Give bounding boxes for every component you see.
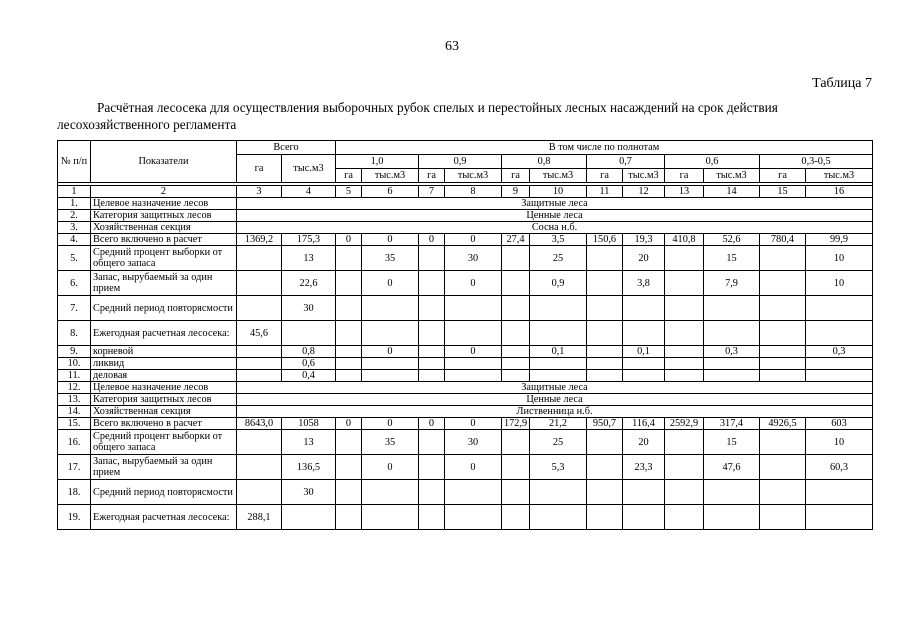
header-total: Всего [237, 141, 336, 155]
table-row [58, 222, 873, 234]
cell-value: 1058 [282, 418, 336, 430]
cell-value [282, 321, 336, 346]
unit-ha: га [665, 169, 704, 183]
cell-value [445, 370, 502, 382]
column-number: 4 [282, 186, 336, 198]
cell-value: 603 [806, 418, 873, 430]
column-number: 7 [419, 186, 445, 198]
cell-value: 0 [419, 418, 445, 430]
column-number: 10 [530, 186, 587, 198]
cell-value [419, 246, 445, 271]
cell-value [419, 430, 445, 455]
cell-value [502, 480, 530, 505]
row-number: 1. [58, 198, 91, 210]
table-row [58, 358, 873, 370]
row-number: 3. [58, 222, 91, 234]
row-label: Ежегодная расчетная лесосека: [91, 505, 237, 530]
cell-value: 7,9 [704, 271, 760, 296]
row-label: корневой [91, 346, 237, 358]
cell-value [587, 455, 623, 480]
row-label: Запас, вырубаемый за один прием [91, 455, 237, 480]
cell-value: 0 [362, 271, 419, 296]
row-number: 16. [58, 430, 91, 455]
cell-value [336, 370, 362, 382]
cell-value [237, 358, 282, 370]
column-number: 5 [336, 186, 362, 198]
column-number: 3 [237, 186, 282, 198]
cell-value [665, 296, 704, 321]
cell-value: 0 [445, 418, 502, 430]
row-number: 12. [58, 382, 91, 394]
cell-value [336, 358, 362, 370]
column-number: 2 [91, 186, 237, 198]
cell-value [336, 296, 362, 321]
row-label: Категория защитных лесов [91, 210, 237, 222]
cell-value [530, 296, 587, 321]
cell-value [502, 321, 530, 346]
cell-value: 19,3 [623, 234, 665, 246]
row-number: 2. [58, 210, 91, 222]
cell-value [760, 346, 806, 358]
cell-value [445, 505, 502, 530]
row-label: Категория защитных лесов [91, 394, 237, 406]
cell-value: 0,9 [530, 271, 587, 296]
cell-value: 4926,5 [760, 418, 806, 430]
cell-value [704, 321, 760, 346]
row-span-value: Лиственница н.б. [237, 406, 873, 418]
cell-value: 30 [445, 246, 502, 271]
cell-value [587, 346, 623, 358]
cell-value: 23,3 [623, 455, 665, 480]
cell-value: 780,4 [760, 234, 806, 246]
cell-value [336, 321, 362, 346]
table-row [58, 210, 873, 222]
cell-value [419, 505, 445, 530]
column-number: 16 [806, 186, 873, 198]
cell-value: 15 [704, 430, 760, 455]
cell-value [623, 480, 665, 505]
cell-value [530, 505, 587, 530]
cell-value: 35 [362, 430, 419, 455]
cell-value [362, 480, 419, 505]
cell-value [760, 321, 806, 346]
cell-value [502, 246, 530, 271]
cell-value: 317,4 [704, 418, 760, 430]
cell-value [704, 480, 760, 505]
cell-value [237, 346, 282, 358]
cell-value [760, 430, 806, 455]
row-label: Всего включено в расчет [91, 234, 237, 246]
cell-value [665, 505, 704, 530]
cell-value [530, 358, 587, 370]
cell-value [502, 430, 530, 455]
row-number: 17. [58, 455, 91, 480]
cell-value [445, 358, 502, 370]
cell-value [237, 480, 282, 505]
column-number: 6 [362, 186, 419, 198]
cell-value: 0,6 [282, 358, 336, 370]
cell-value: 60,3 [806, 455, 873, 480]
unit-ha: га [587, 169, 623, 183]
cell-value: 136,5 [282, 455, 336, 480]
cell-value [419, 358, 445, 370]
cell-value: 0 [362, 346, 419, 358]
cell-value [336, 430, 362, 455]
cell-value: 47,6 [704, 455, 760, 480]
cell-value: 45,6 [237, 321, 282, 346]
cell-value [665, 358, 704, 370]
cell-value [806, 505, 873, 530]
cell-value: 30 [445, 430, 502, 455]
column-number: 13 [665, 186, 704, 198]
cell-value [806, 358, 873, 370]
cell-value [237, 246, 282, 271]
cell-value [419, 455, 445, 480]
row-label: ликвид [91, 358, 237, 370]
row-number: 14. [58, 406, 91, 418]
cell-value [502, 358, 530, 370]
cell-value: 116,4 [623, 418, 665, 430]
row-number: 18. [58, 480, 91, 505]
row-label: Всего включено в расчет [91, 418, 237, 430]
row-number: 7. [58, 296, 91, 321]
cell-value: 25 [530, 246, 587, 271]
column-number: 11 [587, 186, 623, 198]
cell-value [530, 480, 587, 505]
cell-value [665, 480, 704, 505]
cell-value: 0,1 [623, 346, 665, 358]
cell-value: 8643,0 [237, 418, 282, 430]
cell-value: 0,8 [282, 346, 336, 358]
row-number: 6. [58, 271, 91, 296]
table-row [58, 246, 873, 271]
column-number: 1 [58, 186, 91, 198]
cell-value [665, 346, 704, 358]
cell-value: 10 [806, 271, 873, 296]
cell-value [419, 370, 445, 382]
cell-value [419, 321, 445, 346]
cell-value [445, 321, 502, 346]
cell-value [336, 505, 362, 530]
cell-value [362, 370, 419, 382]
table-row [58, 406, 873, 418]
cell-value: 0 [445, 234, 502, 246]
cell-value: 0 [445, 271, 502, 296]
cell-value [760, 505, 806, 530]
row-span-value: Ценные леса [237, 394, 873, 406]
cell-value [362, 358, 419, 370]
cell-value: 30 [282, 480, 336, 505]
cell-value [587, 480, 623, 505]
table-row [58, 394, 873, 406]
cell-value: 20 [623, 246, 665, 271]
row-number: 11. [58, 370, 91, 382]
column-number: 14 [704, 186, 760, 198]
table-row [58, 430, 873, 455]
table-row [58, 418, 873, 430]
cell-value [336, 246, 362, 271]
page-number: 63 [445, 39, 459, 54]
cell-value [760, 455, 806, 480]
row-span-value: Сосна н.б. [237, 222, 873, 234]
column-number: 15 [760, 186, 806, 198]
table-row [58, 455, 873, 480]
cell-value [336, 455, 362, 480]
header-total-ha: га [237, 155, 282, 183]
row-number: 5. [58, 246, 91, 271]
cell-value [665, 430, 704, 455]
cell-value [665, 321, 704, 346]
row-label: Средний период повторясмости [91, 480, 237, 505]
cell-value [587, 505, 623, 530]
header-row-1 [58, 141, 873, 155]
cell-value: 0 [419, 234, 445, 246]
row-number: 15. [58, 418, 91, 430]
cell-value: 0 [445, 455, 502, 480]
cell-value [336, 480, 362, 505]
row-number: 9. [58, 346, 91, 358]
header-indicators: Показатели [91, 141, 237, 183]
density-4: 0,7 [587, 155, 665, 169]
cell-value [587, 271, 623, 296]
table-row [58, 271, 873, 296]
header-incl: В том числе по полнотам [336, 141, 873, 155]
cell-value [530, 321, 587, 346]
cell-value [587, 321, 623, 346]
cell-value [704, 296, 760, 321]
cell-value: 0 [445, 346, 502, 358]
cell-value: 3,5 [530, 234, 587, 246]
column-number: 8 [445, 186, 502, 198]
cell-value [623, 505, 665, 530]
unit-ha: га [502, 169, 530, 183]
table-row [58, 198, 873, 210]
cell-value [665, 370, 704, 382]
cell-value: 13 [282, 246, 336, 271]
cell-value: 0 [336, 234, 362, 246]
cell-value [362, 296, 419, 321]
cell-value: 950,7 [587, 418, 623, 430]
cell-value [623, 321, 665, 346]
cell-value: 0 [336, 418, 362, 430]
cell-value [587, 358, 623, 370]
cell-value: 0,1 [530, 346, 587, 358]
cell-value [237, 296, 282, 321]
density-6: 0,3-0,5 [760, 155, 873, 169]
cell-value [502, 455, 530, 480]
table-row [58, 382, 873, 394]
cell-value [760, 271, 806, 296]
cell-value [419, 296, 445, 321]
unit-ha: га [760, 169, 806, 183]
density-2: 0,9 [419, 155, 502, 169]
cell-value [623, 358, 665, 370]
cell-value [237, 430, 282, 455]
felling-table [57, 140, 873, 530]
cell-value [419, 480, 445, 505]
row-label: Целевое назначение лесов [91, 198, 237, 210]
cell-value: 2592,9 [665, 418, 704, 430]
cell-value: 10 [806, 246, 873, 271]
row-span-value: Ценные леса [237, 210, 873, 222]
row-label: Хозяйственная секция [91, 406, 237, 418]
table-row [58, 234, 873, 246]
cell-value [237, 455, 282, 480]
cell-value: 21,2 [530, 418, 587, 430]
unit-tm3: тыс.м3 [704, 169, 760, 183]
cell-value [362, 505, 419, 530]
cell-value: 13 [282, 430, 336, 455]
cell-value: 22,6 [282, 271, 336, 296]
unit-ha: га [336, 169, 362, 183]
cell-value [445, 480, 502, 505]
header-total-tm3: тыс.м3 [282, 155, 336, 183]
row-label: деловая [91, 370, 237, 382]
cell-value: 15 [704, 246, 760, 271]
unit-ha: га [419, 169, 445, 183]
cell-value: 3,8 [623, 271, 665, 296]
unit-tm3: тыс.м3 [362, 169, 419, 183]
row-number: 13. [58, 394, 91, 406]
cell-value [760, 370, 806, 382]
cell-value [502, 346, 530, 358]
row-label: Средний процент выборки от общего запаса [91, 246, 237, 271]
cell-value [587, 296, 623, 321]
cell-value: 410,8 [665, 234, 704, 246]
row-label: Средний период повторясмости [91, 296, 237, 321]
cell-value [704, 505, 760, 530]
column-number: 12 [623, 186, 665, 198]
row-number: 4. [58, 234, 91, 246]
cell-value: 172,9 [502, 418, 530, 430]
cell-value: 0 [362, 234, 419, 246]
header-num: № п/п [58, 141, 91, 183]
cell-value [502, 370, 530, 382]
table-label: Таблица 7 [812, 76, 872, 91]
cell-value [623, 370, 665, 382]
cell-value: 25 [530, 430, 587, 455]
cell-value [336, 346, 362, 358]
cell-value [282, 505, 336, 530]
cell-value: 30 [282, 296, 336, 321]
cell-value [806, 296, 873, 321]
table-row [58, 370, 873, 382]
row-label: Ежегодная расчетная лесосека: [91, 321, 237, 346]
row-label: Хозяйственная секция [91, 222, 237, 234]
row-number: 10. [58, 358, 91, 370]
cell-value [530, 370, 587, 382]
cell-value: 52,6 [704, 234, 760, 246]
cell-value [806, 480, 873, 505]
cell-value [760, 480, 806, 505]
cell-value: 0,3 [704, 346, 760, 358]
unit-tm3: тыс.м3 [530, 169, 587, 183]
table-row [58, 346, 873, 358]
cell-value: 0 [362, 418, 419, 430]
cell-value: 175,3 [282, 234, 336, 246]
cell-value [362, 321, 419, 346]
cell-value [665, 455, 704, 480]
cell-value [336, 271, 362, 296]
cell-value [760, 358, 806, 370]
column-number: 9 [502, 186, 530, 198]
cell-value: 150,6 [587, 234, 623, 246]
row-span-value: Защитные леса [237, 382, 873, 394]
cell-value [587, 246, 623, 271]
table-caption: Расчётная лесосека для осуществления выборочных рубок спелых и перестойных лесных насаждений на срок действия лесохозяйственного регламента [57, 100, 778, 132]
cell-value [760, 246, 806, 271]
density-1: 1,0 [336, 155, 419, 169]
row-number: 8. [58, 321, 91, 346]
cell-value [237, 271, 282, 296]
unit-tm3: тыс.м3 [806, 169, 873, 183]
column-number-row [58, 186, 873, 198]
cell-value: 0,3 [806, 346, 873, 358]
cell-value: 288,1 [237, 505, 282, 530]
cell-value: 99,9 [806, 234, 873, 246]
cell-value: 0,4 [282, 370, 336, 382]
table-row [58, 480, 873, 505]
cell-value: 0 [362, 455, 419, 480]
table-row [58, 505, 873, 530]
cell-value [704, 358, 760, 370]
row-span-value: Защитные леса [237, 198, 873, 210]
cell-value: 5,3 [530, 455, 587, 480]
unit-tm3: тыс.м3 [445, 169, 502, 183]
cell-value [502, 271, 530, 296]
density-3: 0,8 [502, 155, 587, 169]
table-row [58, 321, 873, 346]
row-label: Запас, вырубаемый за один прием [91, 271, 237, 296]
cell-value [587, 370, 623, 382]
cell-value [237, 370, 282, 382]
row-label: Целевое назначение лесов [91, 382, 237, 394]
density-5: 0,6 [665, 155, 760, 169]
cell-value [445, 296, 502, 321]
cell-value: 27,4 [502, 234, 530, 246]
table-row [58, 296, 873, 321]
cell-value [419, 346, 445, 358]
cell-value [587, 430, 623, 455]
cell-value: 10 [806, 430, 873, 455]
cell-value [806, 321, 873, 346]
cell-value [419, 271, 445, 296]
cell-value [623, 296, 665, 321]
cell-value [665, 246, 704, 271]
cell-value [502, 505, 530, 530]
cell-value: 20 [623, 430, 665, 455]
cell-value: 35 [362, 246, 419, 271]
row-label: Средний процент выборки от общего запаса [91, 430, 237, 455]
cell-value: 1369,2 [237, 234, 282, 246]
row-number: 19. [58, 505, 91, 530]
cell-value [704, 370, 760, 382]
cell-value [760, 296, 806, 321]
cell-value [502, 296, 530, 321]
cell-value [665, 271, 704, 296]
unit-tm3: тыс.м3 [623, 169, 665, 183]
cell-value [806, 370, 873, 382]
